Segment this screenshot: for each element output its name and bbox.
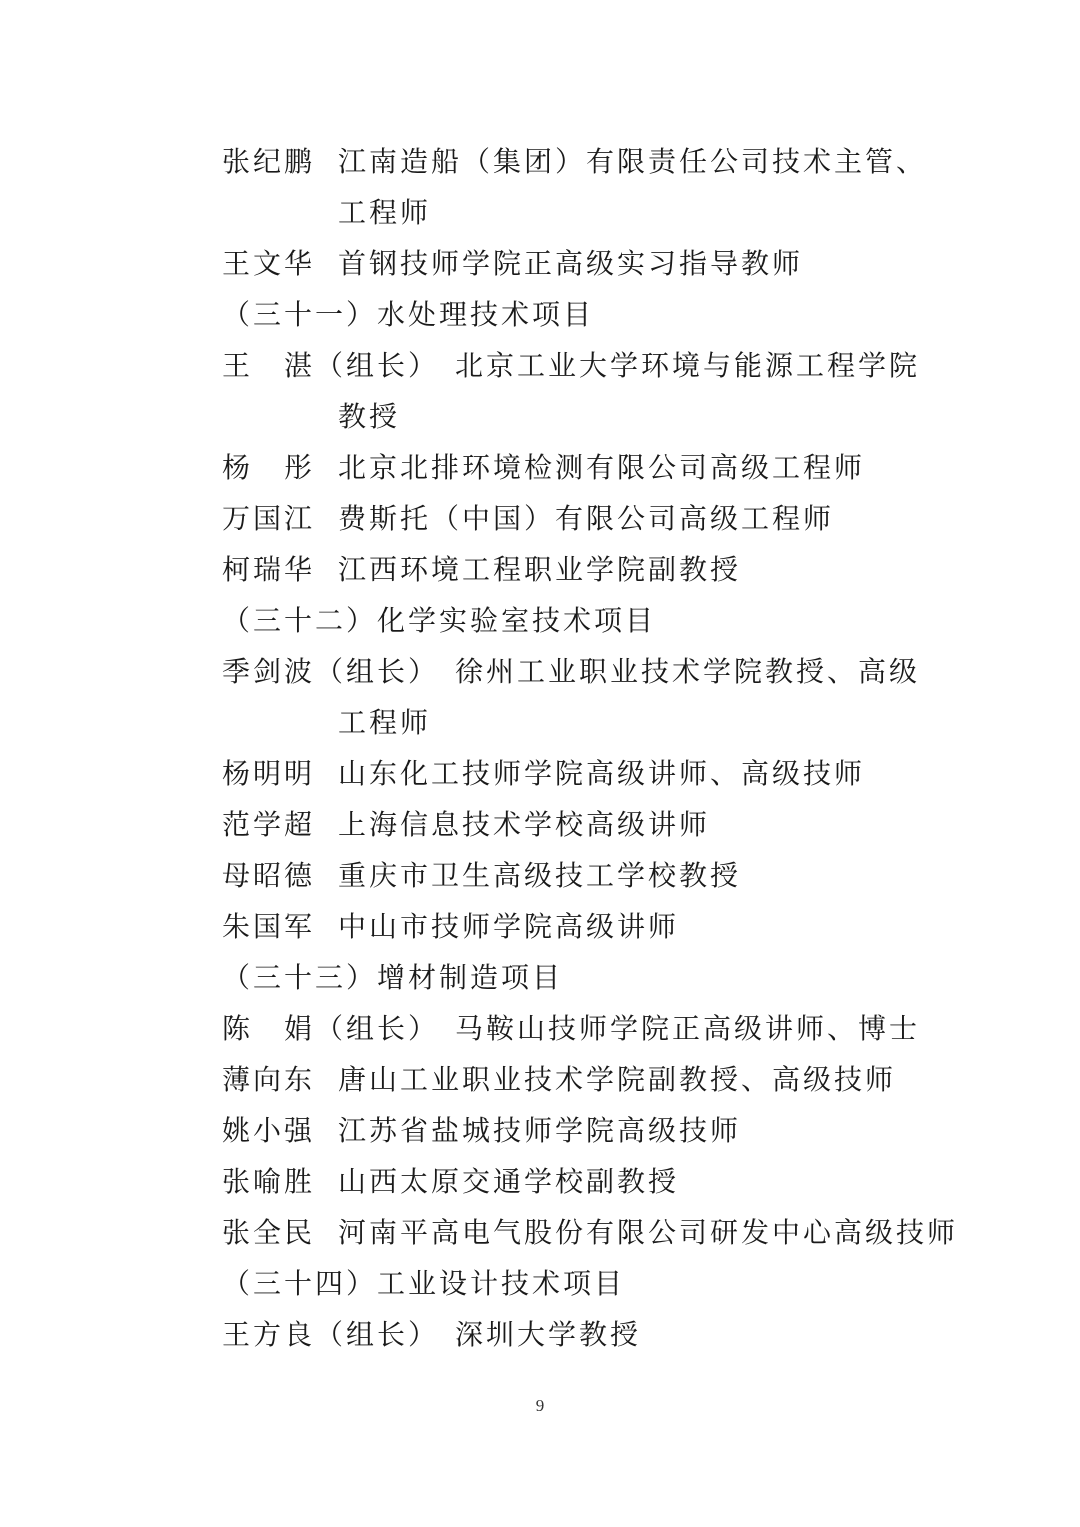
member-title: 马鞍山技师学院正高级讲师、博士 (455, 1012, 921, 1045)
member-title: 北京工业大学环境与能源工程学院 (455, 349, 921, 382)
member-title: 河南平高电气股份有限公司研发中心高级技师 (338, 1216, 959, 1249)
member-name: 薄向东 (222, 1063, 316, 1096)
continuation-text: 工程师 (338, 706, 432, 739)
member-name: 王 湛（组长） (222, 349, 440, 382)
member-name: 柯瑞华 (222, 553, 316, 586)
member-title: 江南造船（集团）有限责任公司技术主管、 (338, 145, 928, 178)
member-name: 张全民 (222, 1216, 316, 1249)
member-title: 费斯托（中国）有限公司高级工程师 (338, 502, 835, 535)
member-title: 江苏省盐城技师学院高级技师 (338, 1114, 742, 1147)
page-number: 9 (535, 1396, 545, 1415)
member-name: 季剑波（组长） (222, 655, 440, 688)
member-name: 张喻胜 (222, 1165, 316, 1198)
member-title: 中山市技师学院高级讲师 (338, 910, 680, 943)
member-name: 朱国军 (222, 910, 316, 943)
member-title: 深圳大学教授 (455, 1318, 642, 1351)
continuation-text: 工程师 (338, 196, 432, 229)
member-title: 北京北排环境检测有限公司高级工程师 (338, 451, 866, 484)
member-name: 姚小强 (222, 1114, 316, 1147)
member-title: 唐山工业职业技术学院副教授、高级技师 (338, 1063, 897, 1096)
member-name: 母昭德 (222, 859, 316, 892)
member-name: 杨明明 (222, 757, 316, 790)
section-heading-text: （三十三）增材制造项目 (222, 961, 564, 994)
member-title: 徐州工业职业技术学院教授、高级 (455, 655, 921, 688)
member-name: 王文华 (222, 247, 316, 280)
member-name: 范学超 (222, 808, 316, 841)
member-title: 山东化工技师学院高级讲师、高级技师 (338, 757, 866, 790)
member-title: 重庆市卫生高级技工学校教授 (338, 859, 742, 892)
member-name: 陈 娟（组长） (222, 1012, 440, 1045)
continuation-text: 教授 (338, 400, 401, 433)
member-title: 江西环境工程职业学院副教授 (338, 553, 742, 586)
section-heading-text: （三十二）化学实验室技术项目 (222, 604, 657, 637)
section-heading-text: （三十一）水处理技术项目 (222, 298, 595, 331)
member-name: 王方良（组长） (222, 1318, 440, 1351)
member-title: 上海信息技术学校高级讲师 (338, 808, 711, 841)
member-title: 首钢技师学院正高级实习指导教师 (338, 247, 804, 280)
member-name: 杨 彤 (222, 451, 316, 484)
member-title: 山西太原交通学校副教授 (338, 1165, 680, 1198)
section-heading-text: （三十四）工业设计技术项目 (222, 1267, 626, 1300)
member-name: 张纪鹏 (222, 145, 316, 178)
member-name: 万国江 (222, 502, 316, 535)
